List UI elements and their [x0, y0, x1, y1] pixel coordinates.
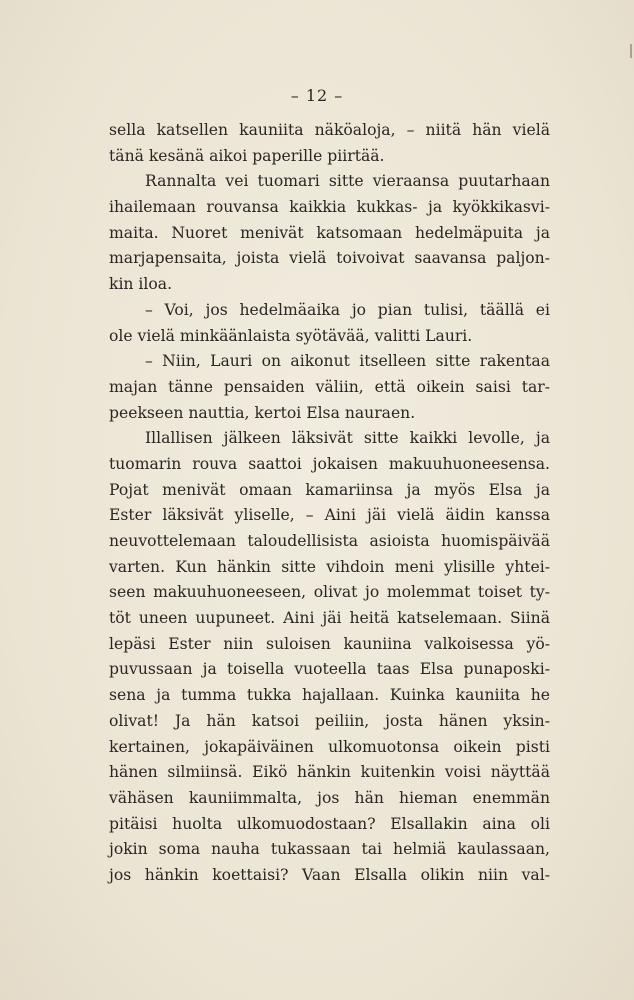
text-line: peekseen nauttia, kertoi Elsa nauraen. — [109, 403, 416, 422]
text-line: Pojat menivät omaan kamariinsa ja myös Elsa ja — [109, 480, 550, 499]
text-line: varten. Kun hänkin sitte vihdoin meni ylisille yhtei- — [109, 557, 550, 576]
text-line: jos hänkin koettaisi? Vaan Elsalla olikin niin val- — [109, 865, 550, 884]
text-line: – Niin, Lauri on aikonut itselleen sitte rakentaa — [145, 352, 550, 371]
page-edge-mark — [630, 44, 632, 58]
text-line: jokin soma nauha tukassaan tai helmiä kaulassaan, — [109, 840, 550, 859]
text-line: Ester läksivät yliselle, – Aini jäi vielä äidin kanssa — [109, 506, 550, 525]
text-line: tuomarin rouva saattoi jokaisen makuuhuoneesensa. — [109, 454, 550, 473]
text-line: ole vielä minkäänlaista syötävää, valitti Lauri. — [109, 326, 473, 345]
text-line: kertainen, jokapäiväinen ulkomuotonsa oikein pisti — [109, 737, 550, 756]
text-line: seen makuuhuoneeseen, olivat jo molemmat toiset ty- — [109, 583, 550, 602]
text-line: puvussaan ja toisella vuoteella taas Elsa punaposki- — [109, 660, 550, 679]
text-line: marjapensaita, joista vielä toivoivat saavansa paljon- — [109, 249, 550, 268]
text-line: Rannalta vei tuomari sitte vieraansa puutarhaan — [145, 172, 550, 191]
text-line: kin iloa. — [109, 275, 173, 294]
text-line: pitäisi huolta ulkomuodostaan? Elsallakin aina oli — [109, 814, 550, 833]
text-line: majan tänne pensaiden väliin, että oikein saisi tar- — [109, 377, 550, 396]
text-line: töt uneen uupuneet. Aini jäi heitä katselemaan. Siinä — [109, 609, 550, 628]
text-line: neuvottelemaan taloudellisista asioista huomispäivää — [109, 532, 550, 550]
body-text — [109, 118, 550, 889]
text-line: hänen silmiinsä. Eikö hänkin kuitenkin voisi näyttää — [109, 763, 550, 782]
text-line: – Voi, jos hedelmäaika jo pian tulisi, täällä ei — [145, 300, 550, 319]
text-line: sella katsellen kauniita näköaloja, – niitä hän vielä — [109, 121, 550, 139]
text-line: Illallisen jälkeen läksivät sitte kaikki levolle, ja — [145, 429, 550, 448]
text-line: sena ja tumma tukka hajallaan. Kuinka kauniita he — [109, 686, 550, 705]
text-line: tänä kesänä aikoi paperille piirtää. — [109, 146, 385, 165]
text-line: olivat! Ja hän katsoi peiliin, josta hänen yksin- — [109, 711, 550, 730]
page-number: – 12 – — [290, 86, 344, 105]
text-line: maita. Nuoret menivät katsomaan hedelmäpuita ja — [109, 223, 550, 242]
text-line: vähäsen kauniimmalta, jos hän hieman enemmän — [109, 788, 550, 807]
text-line: ihailemaan rouvansa kaikkia kukkas- ja kyökkikasvi- — [109, 198, 550, 217]
text-line: lepäsi Ester niin suloisen kauniina valkoisessa yö- — [109, 634, 550, 653]
